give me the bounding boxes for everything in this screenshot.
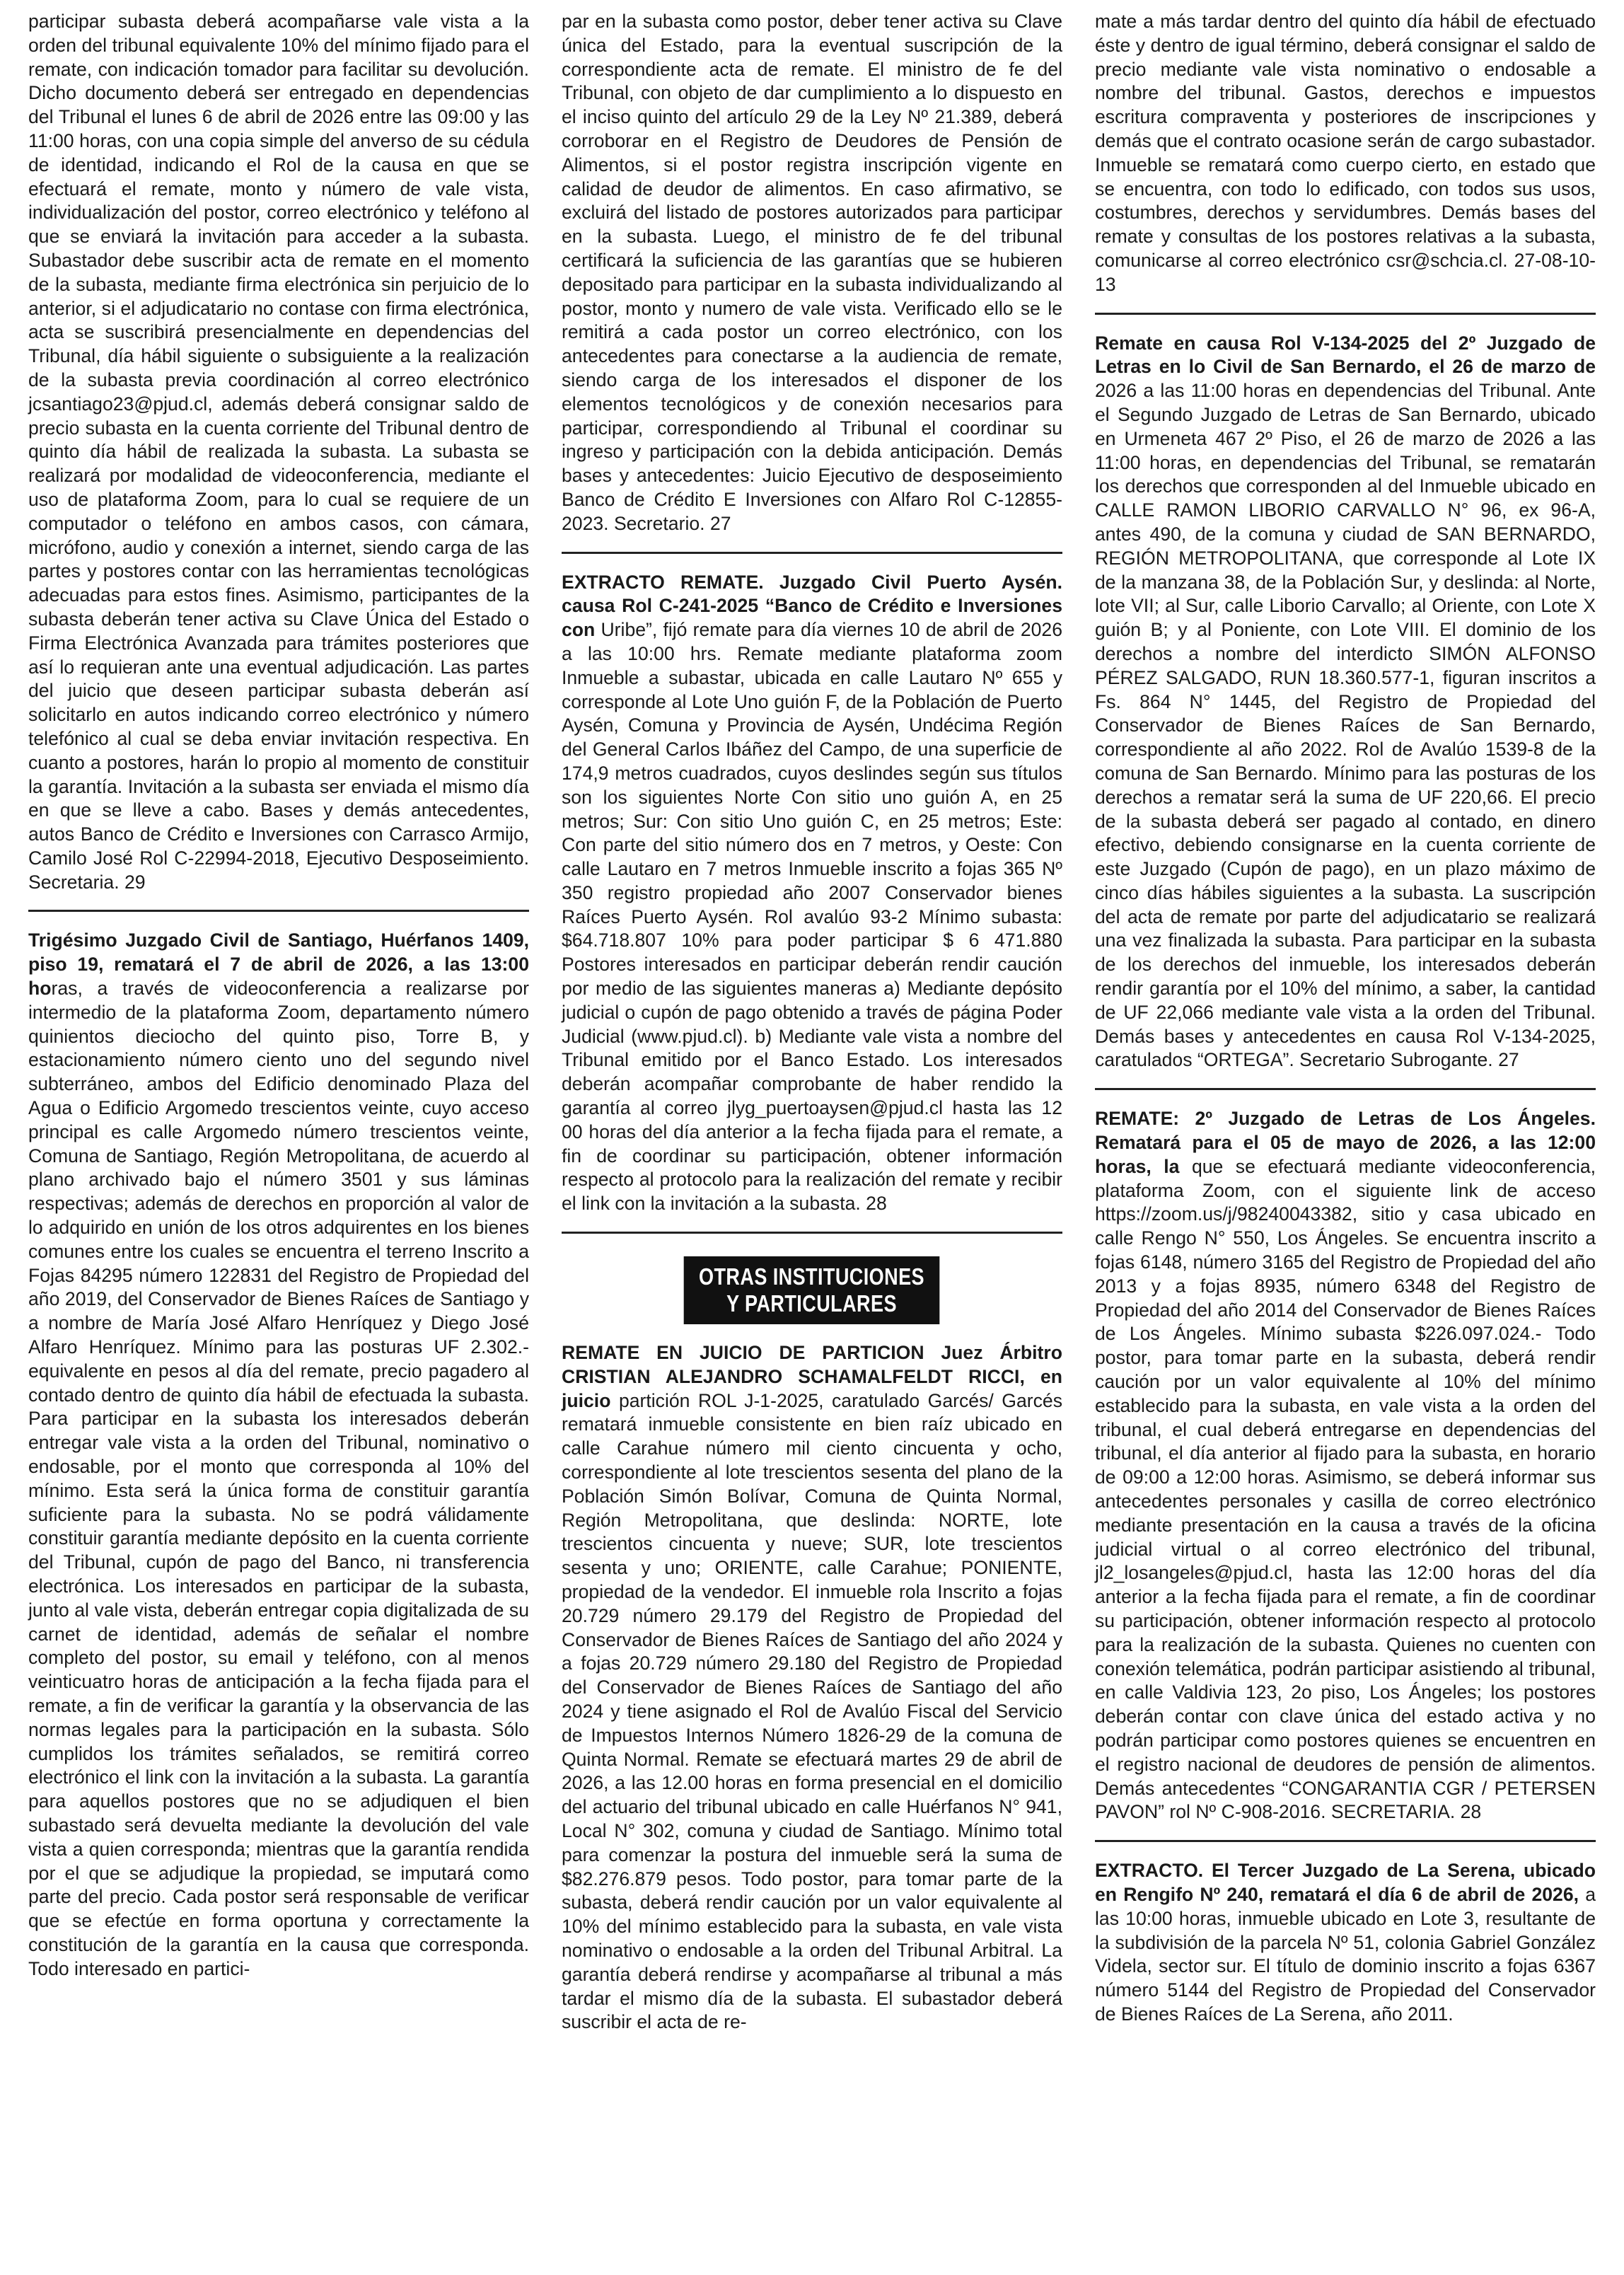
notice-divider — [562, 1232, 1062, 1234]
section-banner-line-1: OTRAS INSTITUCIONES — [699, 1263, 925, 1290]
notice-body: par en la subasta como postor, deber tener activa su Clave única del Estado, para la eventual suscripción de la correspondiente acta de remate. El ministro de fe del Tribunal, con objeto de dar cumplimiento a lo dispuesto en el inciso quinto del artículo 29 de la Ley Nº 21.389, deberá corroborar en el Registro de Deudores de Pensión de Alimentos, si el postor registra inscripción vigente en calidad de deudor de alimentos. En caso afirmativo, se excluirá del listado de postores autorizados para participar en la subasta. Luego, el ministro de fe del tribunal certificará la suficiencia de las garantías que se hubieren depositado para participar en la subasta individualizando al postor, monto y numero de vale vista. Verificado ello se le remitirá a cada postor un correo electrónico, con los antecedentes para conectarse a la audiencia de remate, siendo carga de los interesados el disponer de los elementos tecnológicos y de conexión necesarios para participar, correspondiendo al Tribunal el coordinar su ingreso y participación con la debida anticipación. Demás bases y antecedentes: Juicio Ejecutivo de desposeimiento Banco de Crédito E Inversiones con Alfaro Rol C-12855-2023. Secretario. 27 — [562, 11, 1062, 534]
section-banner-otras-instituciones — [684, 1256, 940, 1324]
notice-remate-los-angeles — [1095, 1107, 1596, 1824]
notice-continuation-particion — [1095, 10, 1596, 297]
notice-heading: EXTRACTO. El Tercer Juzgado de La Serena, ubicado en Rengifo Nº 240, rematará el día 6 de abril de 2026, — [1095, 1860, 1596, 1905]
notice-divider — [1095, 1840, 1596, 1842]
notice-remate-san-bernardo — [1095, 332, 1596, 1073]
notice-body: a las 10:00 horas, inmueble ubicado en Lote 3, resultante de la subdivisión de la parcela Nº 51, colonia Gabriel González Videla, sector sur. El título de dominio inscrito a fojas 6367 número 5144 del Registro de Propiedad del Conservador de Bienes Raíces de La Serena, año 2011. — [1095, 1883, 1596, 2025]
notice-extracto-la-serena — [1095, 1859, 1596, 2027]
column-1 — [28, 10, 529, 2261]
notice-divider — [1095, 1088, 1596, 1090]
notice-body: 2026 a las 11:00 horas en dependencias del Tribunal. Ante el Segundo Juzgado de Letras de San Bernardo, ubicado en Urmeneta 467 2º Piso, el 26 de marzo de 2026 a las 11:00 horas, en dependencias del Tribunal, se rematarán los derechos que corresponden al del Inmueble ubicado en CALLE RAMON LIBORIO CARVALLO N° 96, ex 96-A, antes 490, de la comuna y ciudad de SAN BERNARDO, REGIÓN METROPOLITANA, que corresponde al Lote IX de la manzana 38, de la Población Sur, y deslinda: al Norte, lote VII; al Sur, calle Liborio Carvallo; al Oriente, con Lote X guión B; y al Poniente, con Lote VIII. El dominio de los derechos a nombre del interdicto SIMÓN ALFONSO PÉREZ SALGADO, RUN 18.360.577-1, figuran inscritos a Fs. 864 N° 1445, del Registro de Propiedad del Conservador de Bienes Raíces de San Bernardo, correspondiente al año 2022. Rol de Avalúo 1539-8 de la comuna de San Bernardo. Mínimo para las posturas de los derechos a rematar será la suma de UF 220,66. El precio de la subasta deberá ser pagado al contado, en dinero efectivo, debiendo consignarse en la cuenta corriente de este Juzgado (Cupón de pago), en un plazo máximo de cinco días hábiles siguientes a la subasta. La suscripción del acta de remate por parte del adjudicatario se realizará una vez finalizada la subasta. Para participar en la subasta de los derechos del inmueble, los interesados deberán rendir garantía por el 10% del mínimo, a saber, la cantidad de UF 22,066 mediante vale vista a la orden del Tribunal. Demás bases y antecedentes en causa Rol V-134-2025, caratulados “ORTEGA”. Secretario Subrogante. 27 — [1095, 380, 1596, 1071]
notice-divider — [1095, 313, 1596, 315]
notice-body: Uribe”, fijó remate para día viernes 10 de abril de 2026 a las 10:00 hrs. Remate mediante plataforma zoom Inmueble a subastar, ubicada en calle Lautaro Nº 655 y corresponde al Lote Uno guión F, de la Población de Puerto Aysén, Comuna y Provincia de Aysén, Undécima Región del General Carlos Ibáñez del Campo, de una superficie de 174,9 metros cuadrados, cuyos deslindes según sus títulos son los siguientes Norte Con sitio uno guión A, en 25 metros; Sur: Con sitio Uno guión C, en 25 metros; Este: Con parte del sitio número dos en 7 metros, y Oeste: Con calle Lautaro en 7 metros Inmueble inscrito a fojas 365 Nº 350 registro propiedad año 2007 Conservador bienes Raíces Puerto Aysén. Rol avalúo 93-2 Mínimo subasta: $64.718.807 10% para poder participar $ 6 471.880 Postores interesados en participar deberán rendir caución por medio de las siguientes maneras a) Mediante depósito judicial o cupón de pago obtenido a través de página Poder Judicial (www.pjud.cl). b) Mediante vale vista a nombre del Tribunal emitido por el Banco Estado. Los interesados deberán acompañar comprobante de haber rendido la garantía al correo jlyg_puertoaysen@pjud.cl hasta las 12 00 horas del día anterior a la fecha fijada para el remate, a fin de coordinar su participación, obtener información respecto al protocolo para la realización del remate y recibir el link con la invitación a la subasta. 28 — [562, 619, 1062, 1215]
notice-divider — [28, 910, 529, 912]
notice-body: que se efectuará mediante videoconferencia, plataforma Zoom, con el siguiente link de acceso https://zoom.us/j/98240043382, sitio y casa ubicado en calle Rengo N° 550, Los Ángeles. Se encuentra inscrito a fojas 6148, número 3165 del Registro de Propiedad del año 2013 y a fojas 8935, número 6348 del Registro de Propiedad del año 2014 del Conservador de Bienes Raíces de Los Ángeles. Mínimo subasta $226.097.024.- Todo postor, para tomar parte en la subasta, deberá rendir caución por un valor equivalente al 10% del mínimo establecido para la subasta, en vale vista a la orden del tribunal, el cual deberá entregarse en dependencias del tribunal, el día anterior al fijado para la subasta, en horario de 09:00 a 12:00 horas. Asimismo, se deberá informar sus antecedentes personales y casilla de correo electrónico mediante presentación en la causa a través de la oficina judicial virtual o al correo electrónico del tribunal, jl2_losangeles@pjud.cl, hasta las 12:00 horas del día anterior a la fecha fijada para el remate, a fin de coordinar su participación, obtener información respecto al protocolo para la realización de la subasta. Quienes no cuenten con conexión telemática, podrán participar asistiendo al tribunal, en calle Valdivia 123, 2o piso, Los Ángeles; los postores deberán contar con clave única del estado activa y no podrán participar como postores quienes se encuentren en el registro nacional de deudores de pensión de alimentos. Demás antecedentes “CONGARANTIA CGR / PETERSEN PAVON” rol Nº C-908-2016. SECRETARIA. 28 — [1095, 1155, 1596, 1823]
notice-extracto-puerto-aysen — [562, 571, 1062, 1217]
notice-divider — [562, 552, 1062, 554]
notice-heading: REMATE: 2º Juzgado de Letras de Los Ángeles. Rematará para el 05 de mayo de 2026, a las 12:00 horas, la — [1095, 1108, 1596, 1177]
notice-continuation-jcsantiago23 — [28, 10, 529, 894]
notice-heading: Remate en causa Rol V-134-2025 del 2º Juzgado de Letras en lo Civil de San Bernardo, el 26 de marzo de — [1095, 332, 1596, 378]
notice-trigesimo-juzgado-santiago — [28, 929, 529, 1981]
notice-body: mate a más tardar dentro del quinto día hábil de efectuado éste y dentro de igual término, deberá consignar el saldo de precio mediante vale vista nominativo o endosable a nombre del tribunal. Gastos, derechos e impuestos escritura compraventa y posteriores de inscripciones y demás que el contrato ocasione serán de cargo subastador. Inmueble se rematará como cuerpo cierto, en estado que se encuentra, con todo lo edificado, con todos sus usos, costumbres, derechos y servidumbres. Demás bases del remate y consultas de los postores relativas a la subasta, comunicarse al correo electrónico csr@schcia.cl. 27-08-10-13 — [1095, 11, 1596, 295]
column-3 — [1095, 10, 1596, 2261]
notice-heading: Trigésimo Juzgado Civil de Santiago, Huérfanos 1409, piso 19, rematará el 7 de abril de 2026, a las 13:00 ho — [28, 930, 529, 1000]
notice-body: partición ROL J-1-2025, caratulado Garcés/ Garcés rematará inmueble consistente en bien raíz ubicado en calle Carahue número mil ciento cincuenta y ocho, correspondiente al lote trescientos sesenta del plano de la Población Simón Bolívar, Comuna de Quinta Normal, Región Metropolitana, que deslinda: NORTE, lote trescientos cincuenta y nueve; SUR, lote trescientos sesenta y uno; ORIENTE, calle Carahue; PONIENTE, propiedad de la vendedor. El inmueble rola Inscrito a fojas 20.729 número 29.179 del Registro de Propiedad del Conservador de Bienes Raíces de Santiago del año 2024 y a fojas 20.729 número 29.180 del Registro de Propiedad del Conservador de Bienes Raíces de Santiago del año 2024 y tiene asignado el Rol de Avalúo Fiscal del Servicio de Impuestos Internos Número 1826-29 de la comuna de Quinta Normal. Remate se efectuará martes 29 de abril de 2026, a las 12.00 horas en forma presencial en el domicilio del actuario del tribunal ubicado en calle Huérfanos N° 941, Local N° 302, comuna y ciudad de Santiago. Mínimo total para comenzar la postura del inmueble será la suma de $82.276.879 pesos. Todo postor, para tomar parte de la subasta, deberá rendir caución por un valor equivalente al 10% del mínimo establecido para la subasta, en vale vista nominativo o endosable a la orden del Tribunal Arbitral. La garantía deberá rendirse y acompañarse al tribunal a más tardar el mismo día de la subasta. El subastador deberá suscribir el acta de re- — [562, 1389, 1062, 2033]
notice-heading: EXTRACTO REMATE. Juzgado Civil Puerto Aysén. causa Rol C-241-2025 “Banco de Crédito e Inversiones con — [562, 571, 1062, 641]
section-banner-line-2: Y PARTICULARES — [726, 1290, 898, 1317]
notice-remate-juicio-particion — [562, 1341, 1062, 2034]
notice-heading: REMATE EN JUICIO DE PARTICION Juez Árbitro CRISTIAN ALEJANDRO SCHAMALFELDT RICCI, en juicio — [562, 1342, 1062, 1411]
notice-continuation-alfaro — [562, 10, 1062, 536]
notice-body: ras, a través de videoconferencia a realizarse por intermedio de la plataforma Zoom, departamento número quinientos dieciocho del quinto piso, Torre B, y estacionamiento número ciento uno del segundo nivel subterráneo, ambos del Edificio denominado Plaza del Agua o Edificio Argomedo trescientos veinte, cuyo acceso principal es calle Argomedo número trescientos veinte, Comuna de Santiago, Región Metropolitana, de acuerdo al plano archivado bajo el número 3501 y sus láminas respectivas; además de derechos en proporción al valor de lo adquirido en unión de los otros adquirentes en los bienes comunes entre los cuales se encuentra el terreno Inscrito a Fojas 84295 número 122831 del Registro de Propiedad del año 2019, del Conservador de Bienes Raíces de Santiago y a nombre de María José Alfaro Henríquez y Diego José Alfaro Henríquez. Mínimo para las posturas UF 2.302.- equivalente en pesos al día del remate, precio pagadero al contado dentro de quinto día hábil de efectuada la subasta. Para participar en la subasta los interesados deberán entregar vale vista a la orden del Tribunal, nominativo o endosable, por el monto que corresponda al 10% del mínimo. Esta será la única forma de constituir garantía suficiente para la subasta. No se podrá válidamente constituir garantía mediante depósito en la cuenta corriente del Tribunal, cupón de pago del Banco, ni transferencia electrónica. Los interesados en participar de la subasta, junto al vale vista, deberán entregar copia digitalizada de su carnet de identidad, además de señalar el nombre completo del postor, su email y teléfono, con al menos veinticuatro horas de anticipación a la fecha fijada para el remate, a fin de verificar la garantía y la observancia de las normas legales para la participación en la subasta. Sólo cumplidos los trámites señalados, se remitirá correo electrónico el link con la invitación a la subasta. La garantía para aquellos postores que no se adjudiquen el bien subastado será devuelta mediante la devolución del vale vista a quien corresponda; mientras que la garantía rendida por el que se adjudique la propiedad, se imputará como parte del precio. Cada postor será responsable de verificar que se efectúe en forma oportuna y correctamente la constitución de la garantía en la causa que corresponda. Todo interesado en partici- — [28, 978, 529, 1979]
notice-body: participar subasta deberá acompañarse vale vista a la orden del tribunal equivalente 10% del mínimo fijado para el remate, con indicación tomador para facilitar su devolución. Dicho documento deberá ser entregado en dependencias del Tribunal el lunes 6 de abril de 2026 entre las 09:00 y las 11:00 horas, con una copia simple del anverso de su cédula de identidad, indicando el Rol de la causa en que se efectuará el remate, monto y número de vale vista, individualización del postor, correo electrónico y teléfono al que se enviará la invitación para acceder a la subasta. Subastador debe suscribir acta de remate en el momento de la subasta, mediante firma electrónica sin perjuicio de lo anterior, si el adjudicatario no contase con firma electrónica, acta se suscribirá presencialmente en dependencias del Tribunal, día hábil siguiente o subsiguiente a la realización de la subasta previa coordinación al correo electrónico jcsantiago23@pjud.cl, además deberá consignar saldo de precio subasta en la cuenta corriente del Tribunal dentro de quinto día hábil de realizada la subasta. La subasta se realizará por modalidad de videoconferencia, mediante el uso de plataforma Zoom, para lo cual se requiere de un computador o teléfono en ambos casos, con cámara, micrófono, audio y conexión a internet, siendo carga de las partes y postores contar con las herramientas tecnológicas adecuadas para estos fines. Asimismo, participantes de la subasta deberán tener activa su Clave Única del Estado o Firma Electrónica Avanzada para trámites posteriores que así lo requieran ante una eventual adjudicación. Las partes del juicio que deseen participar subasta deberán así solicitarlo en autos indicando correo electrónico y número telefónico al cual se deba enviar invitación respectiva. En cuanto a postores, harán lo propio al momento de constituir la garantía. Invitación a la subasta ser enviada el mismo día en que se lleve a cabo. Bases y demás antecedentes, autos Banco de Crédito e Inversiones con Carrasco Armijo, Camilo José Rol C-22994-2018, Ejecutivo Desposeimiento. Secretaria. 29 — [28, 11, 529, 893]
column-2 — [562, 10, 1062, 2261]
